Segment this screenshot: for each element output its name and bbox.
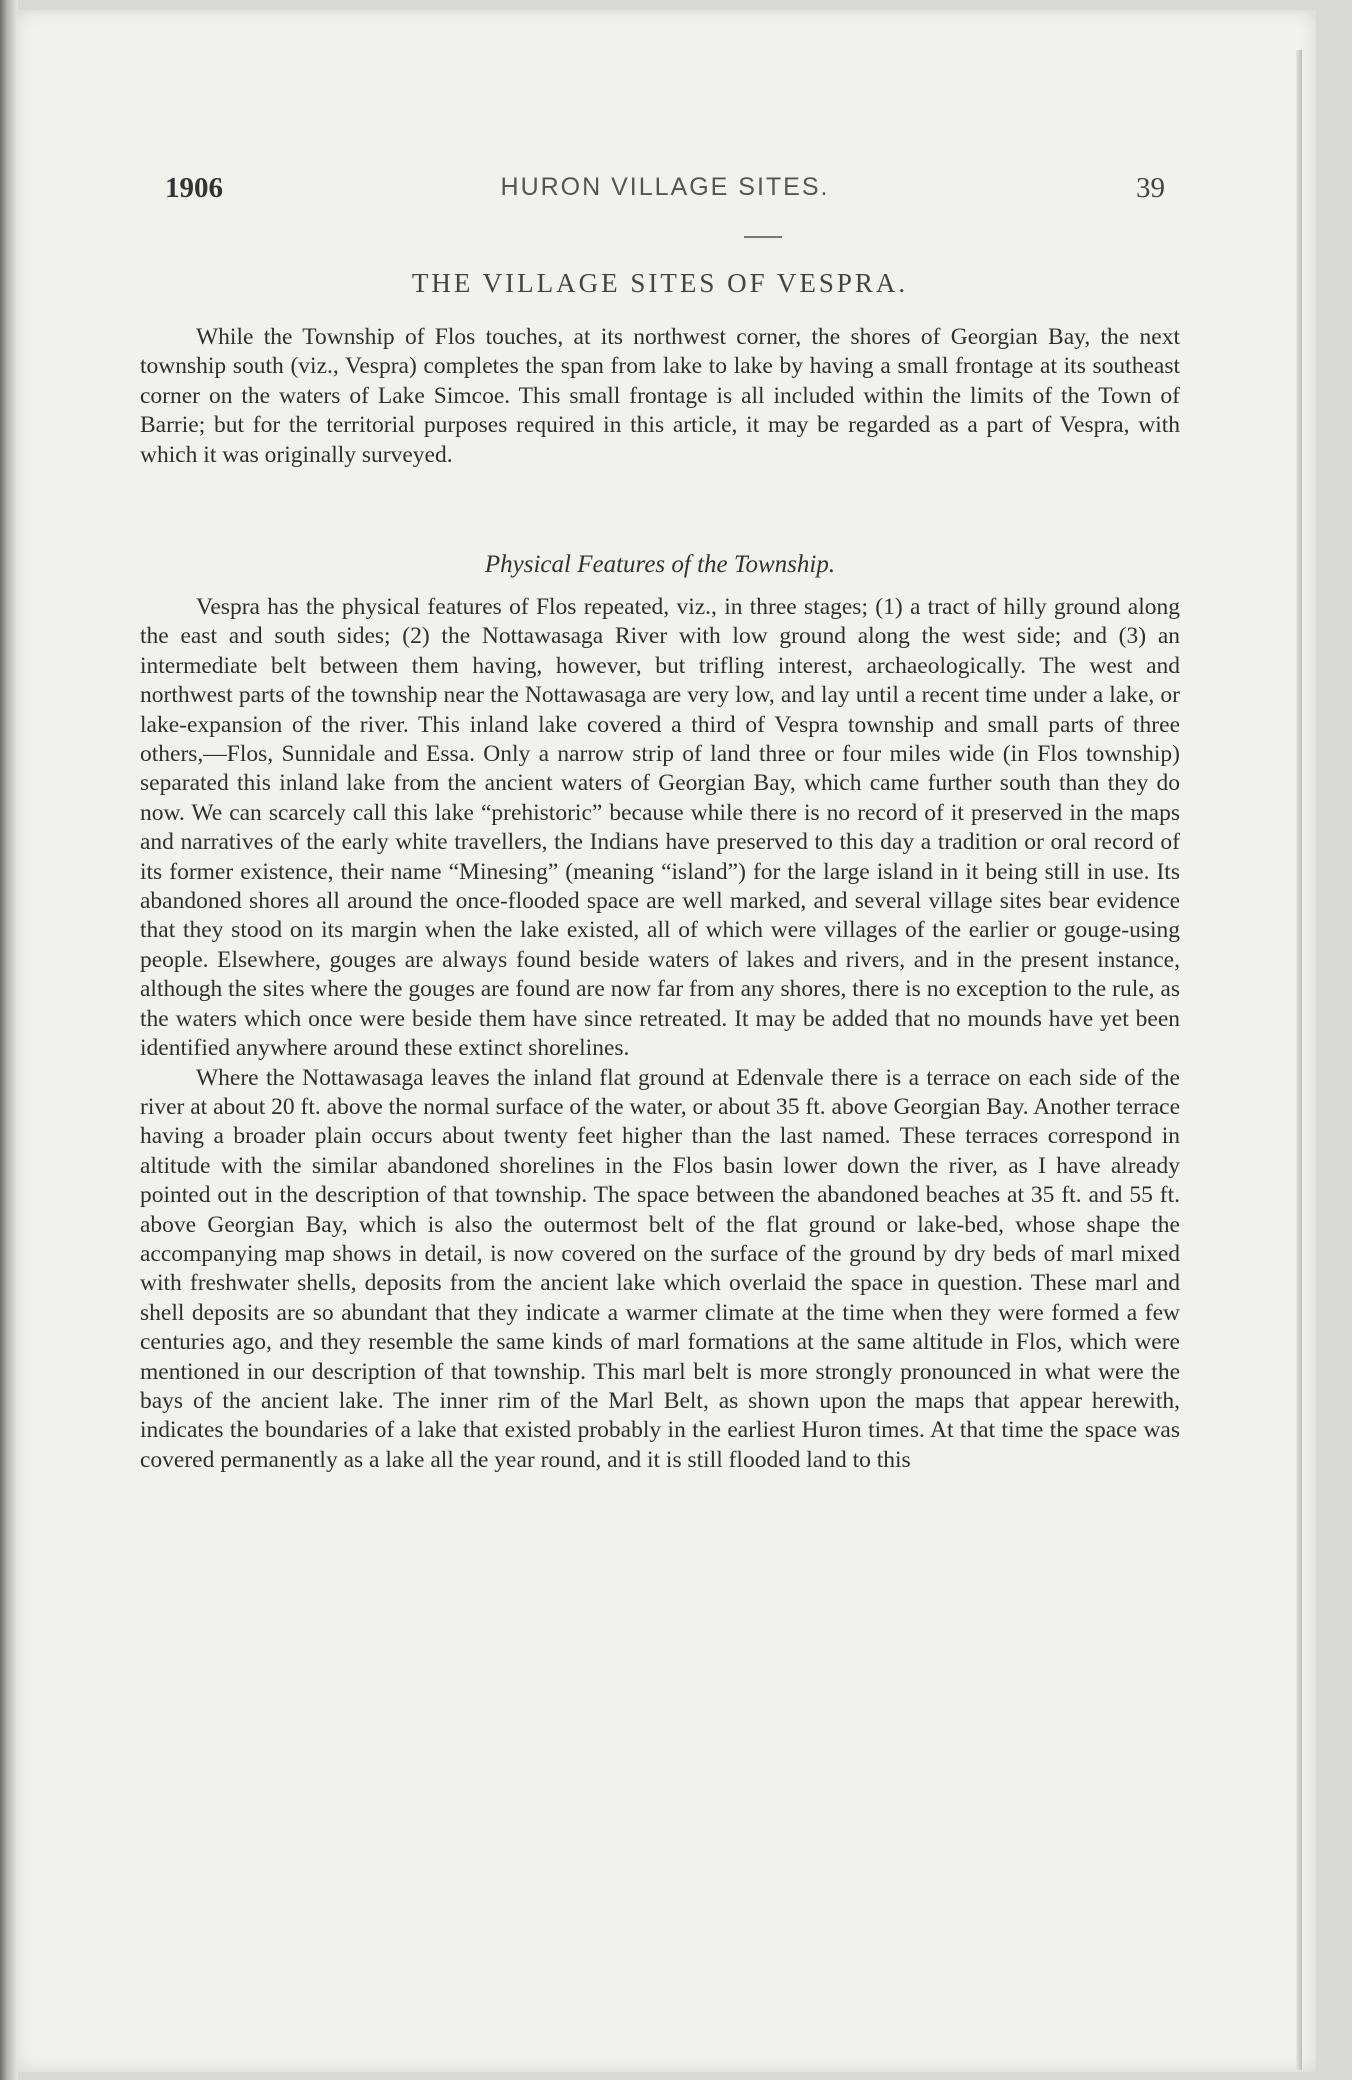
- paragraph-terraces: Where the Nottawasaga leaves the inland flat ground at Edenvale there is a terrace on each side of the river at about 20 ft. above the normal surface of the water, or about 35 ft. above Georgian Bay. Another terrace having a broader plain occurs about twenty feet higher than the last named. These terraces correspond in altitude with the similar abandoned shorelines in the Flos basin lower down the river, as I have already pointed out in the description of that township. The space between the abandoned beaches at 35 ft. and 55 ft. above Georgian Bay, which is also the outermost belt of the flat ground or lake-bed, whose shape the accompanying map shows in detail, is now covered on the surface of the ground by dry beds of marl mixed with freshwater shells, deposits from the ancient lake which overlaid the space in question. These marl and shell deposits are so abundant that they indicate a warmer climate at the time when they were formed a few centuries ago, and they resemble the same kinds of marl formations at the same altitude in Flos, which were mentioned in our description of that township. This marl belt is more strongly pronounced in what were the bays of the ancient lake. The inner rim of the Marl Belt, as shown upon the maps that appear herewith, indicates the boundaries of a lake that existed probably in the earliest Huron times. At that time the space was covered permanently as a lake all the year round, and it is still flooded land to this: [140, 1064, 1180, 1473]
- main-text: [140, 593, 1180, 1475]
- header-year: 1906: [165, 172, 223, 204]
- intro-paragraph: While the Township of Flos touches, at its northwest corner, the shores of Georgian Bay, the next township south (viz., Vespra) completes the span from lake to lake by having a small frontage at its southeast corner on the waters of Lake Simcoe. This small frontage is all included within the limits of the Town of Barrie; but for the territorial purposes required in this article, it may be regarded as a part of Vespra, with which it was originally surveyed.: [140, 324, 1180, 468]
- running-header: [165, 172, 1165, 212]
- paragraph-physical-features: Vespra has the physical features of Flos repeated, viz., in three stages; (1) a tract of hilly ground along the east and south sides; (2) the Nottawasaga River with low ground along the west side; and (3) an intermediate belt between them having, however, but trifling interest, archaeologically. The west and northwest parts of the township near the Nottawasaga are very low, and lay until a recent time under a lake, or lake-expansion of the river. This inland lake covered a third of Vespra township and small parts of three others,—Flos, Sunnidale and Essa. Only a narrow strip of land three or four miles wide (in Flos township) separated this inland lake from the ancient waters of Georgian Bay, which came further south than they do now. We can scarcely call this lake “prehistoric” because while there is no record of it preserved in the maps and narratives of the early white travellers, the Indians have preserved to this day a tradition or oral record of its former existence, their name “Minesing” (meaning “island”) for the large island in it being still in use. Its abandoned shores all around the once-flooded space are well marked, and several village sites bear evidence that they stood on its margin when the lake existed, all of which were villages of the earlier or gouge-using people. Elsewhere, gouges are always found beside waters of lakes and rivers, and in the present instance, although the sites where the gouges are found are now far from any shores, there is no exception to the rule, as the waters which once were beside them have since retreated. It may be added that no mounds have yet been identified anywhere around these extinct shorelines.: [140, 594, 1180, 1062]
- header-rule: [744, 236, 782, 238]
- intro-text: [140, 323, 1180, 470]
- page-number: 39: [1136, 172, 1165, 204]
- subheading: Physical Features of the Township.: [484, 551, 836, 578]
- running-title: HURON VILLAGE SITES.: [500, 173, 830, 201]
- section-title: THE VILLAGE SITES OF VESPRA.: [411, 268, 909, 298]
- page-edge: [1296, 50, 1302, 2070]
